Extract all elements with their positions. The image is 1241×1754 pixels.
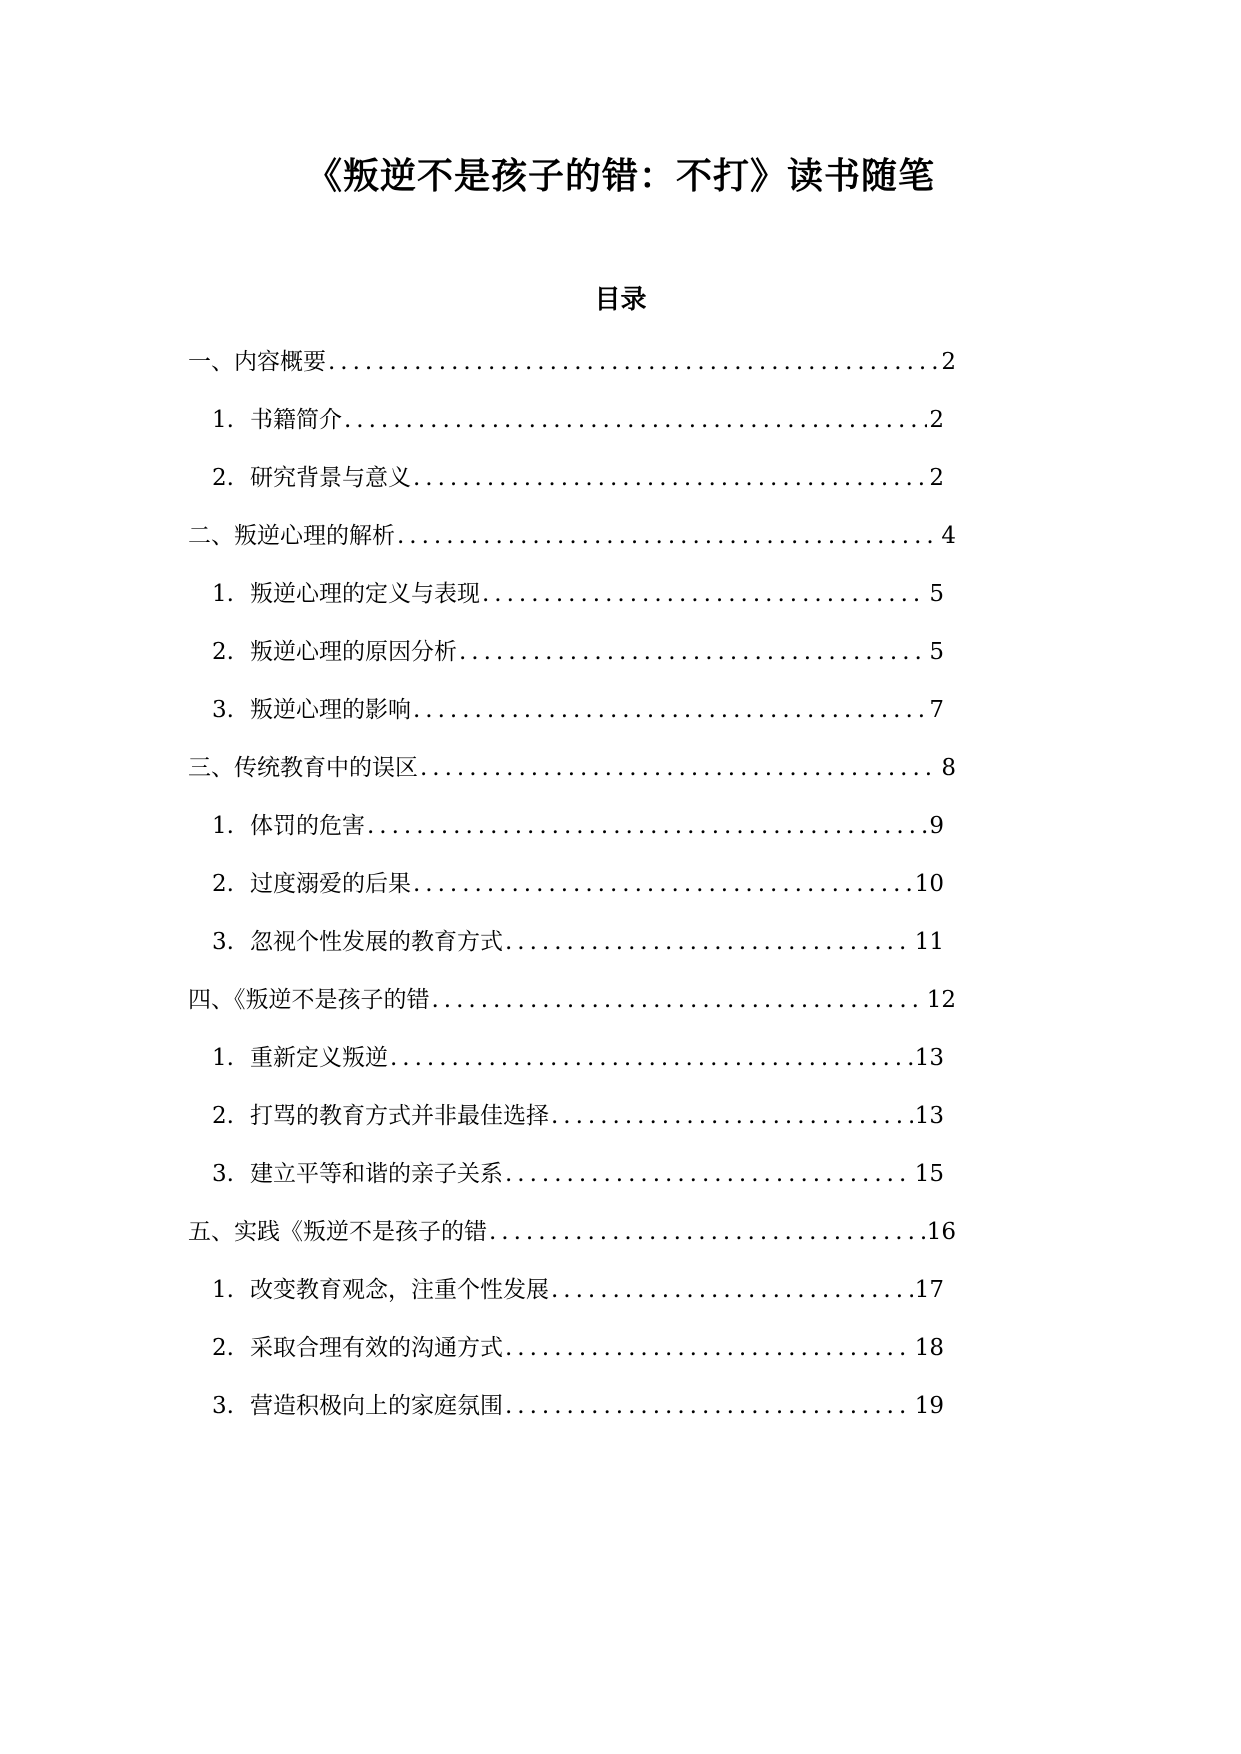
toc-dot-leader xyxy=(505,1330,913,1366)
toc-page-number: 2 xyxy=(929,407,944,433)
toc-dot-leader xyxy=(344,402,927,438)
toc-dot-leader xyxy=(390,1040,913,1076)
toc-heading: 目录 xyxy=(594,285,647,315)
toc-page-number: 13 xyxy=(914,1045,944,1071)
toc-subentry[interactable] xyxy=(212,460,944,496)
toc-page-number: 7 xyxy=(929,697,944,723)
toc-page-number: 13 xyxy=(914,1103,944,1129)
toc-subentry-label: 改变教育观念，注重个性发展 xyxy=(250,1277,549,1303)
toc-page-number: 15 xyxy=(914,1161,944,1187)
toc-page-number: 9 xyxy=(929,813,944,839)
toc-subentry[interactable] xyxy=(212,1156,944,1192)
toc-entry[interactable] xyxy=(188,1214,956,1250)
toc-dot-leader xyxy=(413,866,913,902)
toc-entry-label: 五、实践《叛逆不是孩子的错 xyxy=(188,1219,487,1245)
toc-entry[interactable] xyxy=(188,750,956,786)
toc-subentry-label: 体罚的危害 xyxy=(250,813,365,839)
toc-entry[interactable] xyxy=(188,982,956,1018)
toc-dot-leader xyxy=(413,692,927,728)
toc-subentry[interactable] xyxy=(212,402,944,438)
toc-subentry-number: 3. xyxy=(212,1393,234,1419)
toc-subentry-number: 2. xyxy=(212,1335,234,1361)
toc-subentry[interactable] xyxy=(212,1330,944,1366)
toc-subentry[interactable] xyxy=(212,692,944,728)
toc-subentry[interactable] xyxy=(212,1040,944,1076)
toc-subentry-number: 1. xyxy=(212,1277,234,1303)
toc-entry[interactable] xyxy=(188,344,956,380)
document-title: 《叛逆不是孩子的错：不打》读书随笔 xyxy=(305,156,935,197)
toc-subentry-number: 1. xyxy=(212,813,234,839)
toc-subentry-label: 书籍简介 xyxy=(250,407,342,433)
toc-entry[interactable] xyxy=(188,518,956,554)
toc-dot-leader xyxy=(432,982,925,1018)
toc-subentry-label: 过度溺爱的后果 xyxy=(250,871,411,897)
toc-subentry-number: 2. xyxy=(212,639,234,665)
toc-page-number: 8 xyxy=(941,755,956,781)
toc-subentry-number: 2. xyxy=(212,1103,234,1129)
toc-dot-leader xyxy=(551,1272,913,1308)
toc-subentry-number: 3. xyxy=(212,929,234,955)
toc-subentry[interactable] xyxy=(212,634,944,670)
toc-subentry-number: 2. xyxy=(212,465,234,491)
toc-page-number: 4 xyxy=(941,523,956,549)
toc-dot-leader xyxy=(328,344,939,380)
toc-dot-leader xyxy=(397,518,939,554)
toc-page-number: 16 xyxy=(926,1219,956,1245)
toc-dot-leader xyxy=(367,808,927,844)
toc-subentry-label: 叛逆心理的原因分析 xyxy=(250,639,457,665)
toc-dot-leader xyxy=(459,634,927,670)
toc-page-number: 19 xyxy=(914,1393,944,1419)
toc-subentry-label: 采取合理有效的沟通方式 xyxy=(250,1335,503,1361)
toc-dot-leader xyxy=(551,1098,913,1134)
toc-page-number: 17 xyxy=(914,1277,944,1303)
toc-dot-leader xyxy=(505,1388,913,1424)
toc-subentry[interactable] xyxy=(212,924,944,960)
toc-page-number: 11 xyxy=(914,929,944,955)
toc-subentry[interactable] xyxy=(212,866,944,902)
toc-subentry-number: 1. xyxy=(212,581,234,607)
toc-page-number: 5 xyxy=(929,639,944,665)
toc-subentry-label: 叛逆心理的影响 xyxy=(250,697,411,723)
toc-dot-leader xyxy=(505,924,913,960)
toc-subentry-label: 营造积极向上的家庭氛围 xyxy=(250,1393,503,1419)
toc-subentry-label: 忽视个性发展的教育方式 xyxy=(250,929,503,955)
toc-subentry[interactable] xyxy=(212,1388,944,1424)
toc-subentry-label: 研究背景与意义 xyxy=(250,465,411,491)
toc-dot-leader xyxy=(489,1214,925,1250)
toc-subentry-number: 1. xyxy=(212,1045,234,1071)
toc-subentry[interactable] xyxy=(212,1098,944,1134)
toc-page-number: 2 xyxy=(941,349,956,375)
toc-entry-label: 四、《叛逆不是孩子的错 xyxy=(188,987,430,1013)
toc-page-number: 10 xyxy=(914,871,944,897)
toc-subentry[interactable] xyxy=(212,576,944,612)
toc-subentry-number: 1. xyxy=(212,407,234,433)
toc-subentry[interactable] xyxy=(212,808,944,844)
toc-subentry[interactable] xyxy=(212,1272,944,1308)
toc-page-number: 5 xyxy=(929,581,944,607)
toc-entry-label: 三、传统教育中的误区 xyxy=(188,755,418,781)
toc-page-number: 18 xyxy=(914,1335,944,1361)
toc-dot-leader xyxy=(413,460,927,496)
toc-page-number: 2 xyxy=(929,465,944,491)
toc-entry-label: 二、叛逆心理的解析 xyxy=(188,523,395,549)
toc-subentry-label: 打骂的教育方式并非最佳选择 xyxy=(250,1103,549,1129)
toc-dot-leader xyxy=(482,576,927,612)
toc-subentry-number: 3. xyxy=(212,697,234,723)
toc-subentry-number: 3. xyxy=(212,1161,234,1187)
toc-subentry-label: 重新定义叛逆 xyxy=(250,1045,388,1071)
toc-subentry-label: 叛逆心理的定义与表现 xyxy=(250,581,480,607)
toc-subentry-number: 2. xyxy=(212,871,234,897)
toc-entry-label: 一、内容概要 xyxy=(188,349,326,375)
toc-dot-leader xyxy=(505,1156,913,1192)
toc-dot-leader xyxy=(420,750,939,786)
toc-page-number: 12 xyxy=(926,987,956,1013)
toc-subentry-label: 建立平等和谐的亲子关系 xyxy=(250,1161,503,1187)
